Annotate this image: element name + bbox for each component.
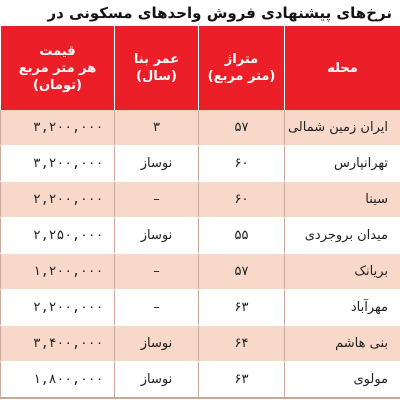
cell-age: نوساز xyxy=(115,362,199,399)
table-title: نرخ‌های پیشنهادی فروش واحدهای مسکونی در xyxy=(47,4,392,22)
cell-area: ۵۷ xyxy=(199,254,285,290)
table-row xyxy=(1,146,400,182)
cell-age: نوساز xyxy=(115,326,199,362)
col-header-price-line3: (تومان) xyxy=(33,77,82,93)
table-row xyxy=(1,362,400,399)
table-row xyxy=(1,290,400,326)
cell-neighborhood: ایران زمین شمالی xyxy=(285,110,400,146)
table-header-row xyxy=(1,26,400,110)
cell-neighborhood: مولوی xyxy=(285,362,400,399)
cell-area: ۵۷ xyxy=(199,110,285,146)
col-header-area-line2: (متر مربع) xyxy=(207,69,276,84)
cell-age: – xyxy=(115,254,199,290)
cell-neighborhood: مهرآباد xyxy=(285,290,400,326)
cell-age: نوساز xyxy=(115,218,199,254)
cell-neighborhood: میدان بروجردی xyxy=(285,218,400,254)
col-header-price xyxy=(1,26,115,110)
col-header-price-line1: قیمت xyxy=(39,43,76,59)
cell-age: نوساز xyxy=(115,146,199,182)
table-row xyxy=(1,326,400,362)
table-row xyxy=(1,182,400,218)
cell-neighborhood: تهرانپارس xyxy=(285,146,400,182)
cell-area: ۶۳ xyxy=(199,362,285,399)
cell-age: – xyxy=(115,182,199,218)
col-header-price-line2: هر متر مربع xyxy=(18,60,97,76)
table-row xyxy=(1,218,400,254)
cell-price: ۲,۲۰۰,۰۰۰ xyxy=(1,182,115,218)
col-header-area xyxy=(199,26,285,110)
cell-price: ۳,۲۰۰,۰۰۰ xyxy=(1,146,115,182)
cell-price: ۲,۲۵۰,۰۰۰ xyxy=(1,218,115,254)
cell-area: ۶۴ xyxy=(199,326,285,362)
cell-age: ۳ xyxy=(115,110,199,146)
cell-area: ۵۵ xyxy=(199,218,285,254)
cell-neighborhood: سینا xyxy=(285,182,400,218)
cell-price: ۱,۲۰۰,۰۰۰ xyxy=(1,254,115,290)
table-row xyxy=(1,110,400,146)
cell-price: ۳,۲۰۰,۰۰۰ xyxy=(1,110,115,146)
col-header-age-line2: (سال) xyxy=(136,69,177,84)
cell-price: ۳,۴۰۰,۰۰۰ xyxy=(1,326,115,362)
cell-area: ۶۰ xyxy=(199,146,285,182)
col-header-age-line1: عمر بنا xyxy=(133,52,180,67)
cell-price: ۱,۸۰۰,۰۰۰ xyxy=(1,362,115,399)
price-table xyxy=(0,26,400,399)
cell-neighborhood: بریانک xyxy=(285,254,400,290)
col-header-age xyxy=(115,26,199,110)
col-header-neighborhood-label: محله xyxy=(327,60,358,76)
cell-area: ۶۳ xyxy=(199,290,285,326)
cell-neighborhood: بنی هاشم xyxy=(285,326,400,362)
col-header-neighborhood xyxy=(285,26,400,110)
table-row xyxy=(1,254,400,290)
col-header-area-line1: متراژ xyxy=(224,52,259,67)
cell-area: ۶۰ xyxy=(199,182,285,218)
cell-age: – xyxy=(115,290,199,326)
cell-price: ۲,۲۰۰,۰۰۰ xyxy=(1,290,115,326)
